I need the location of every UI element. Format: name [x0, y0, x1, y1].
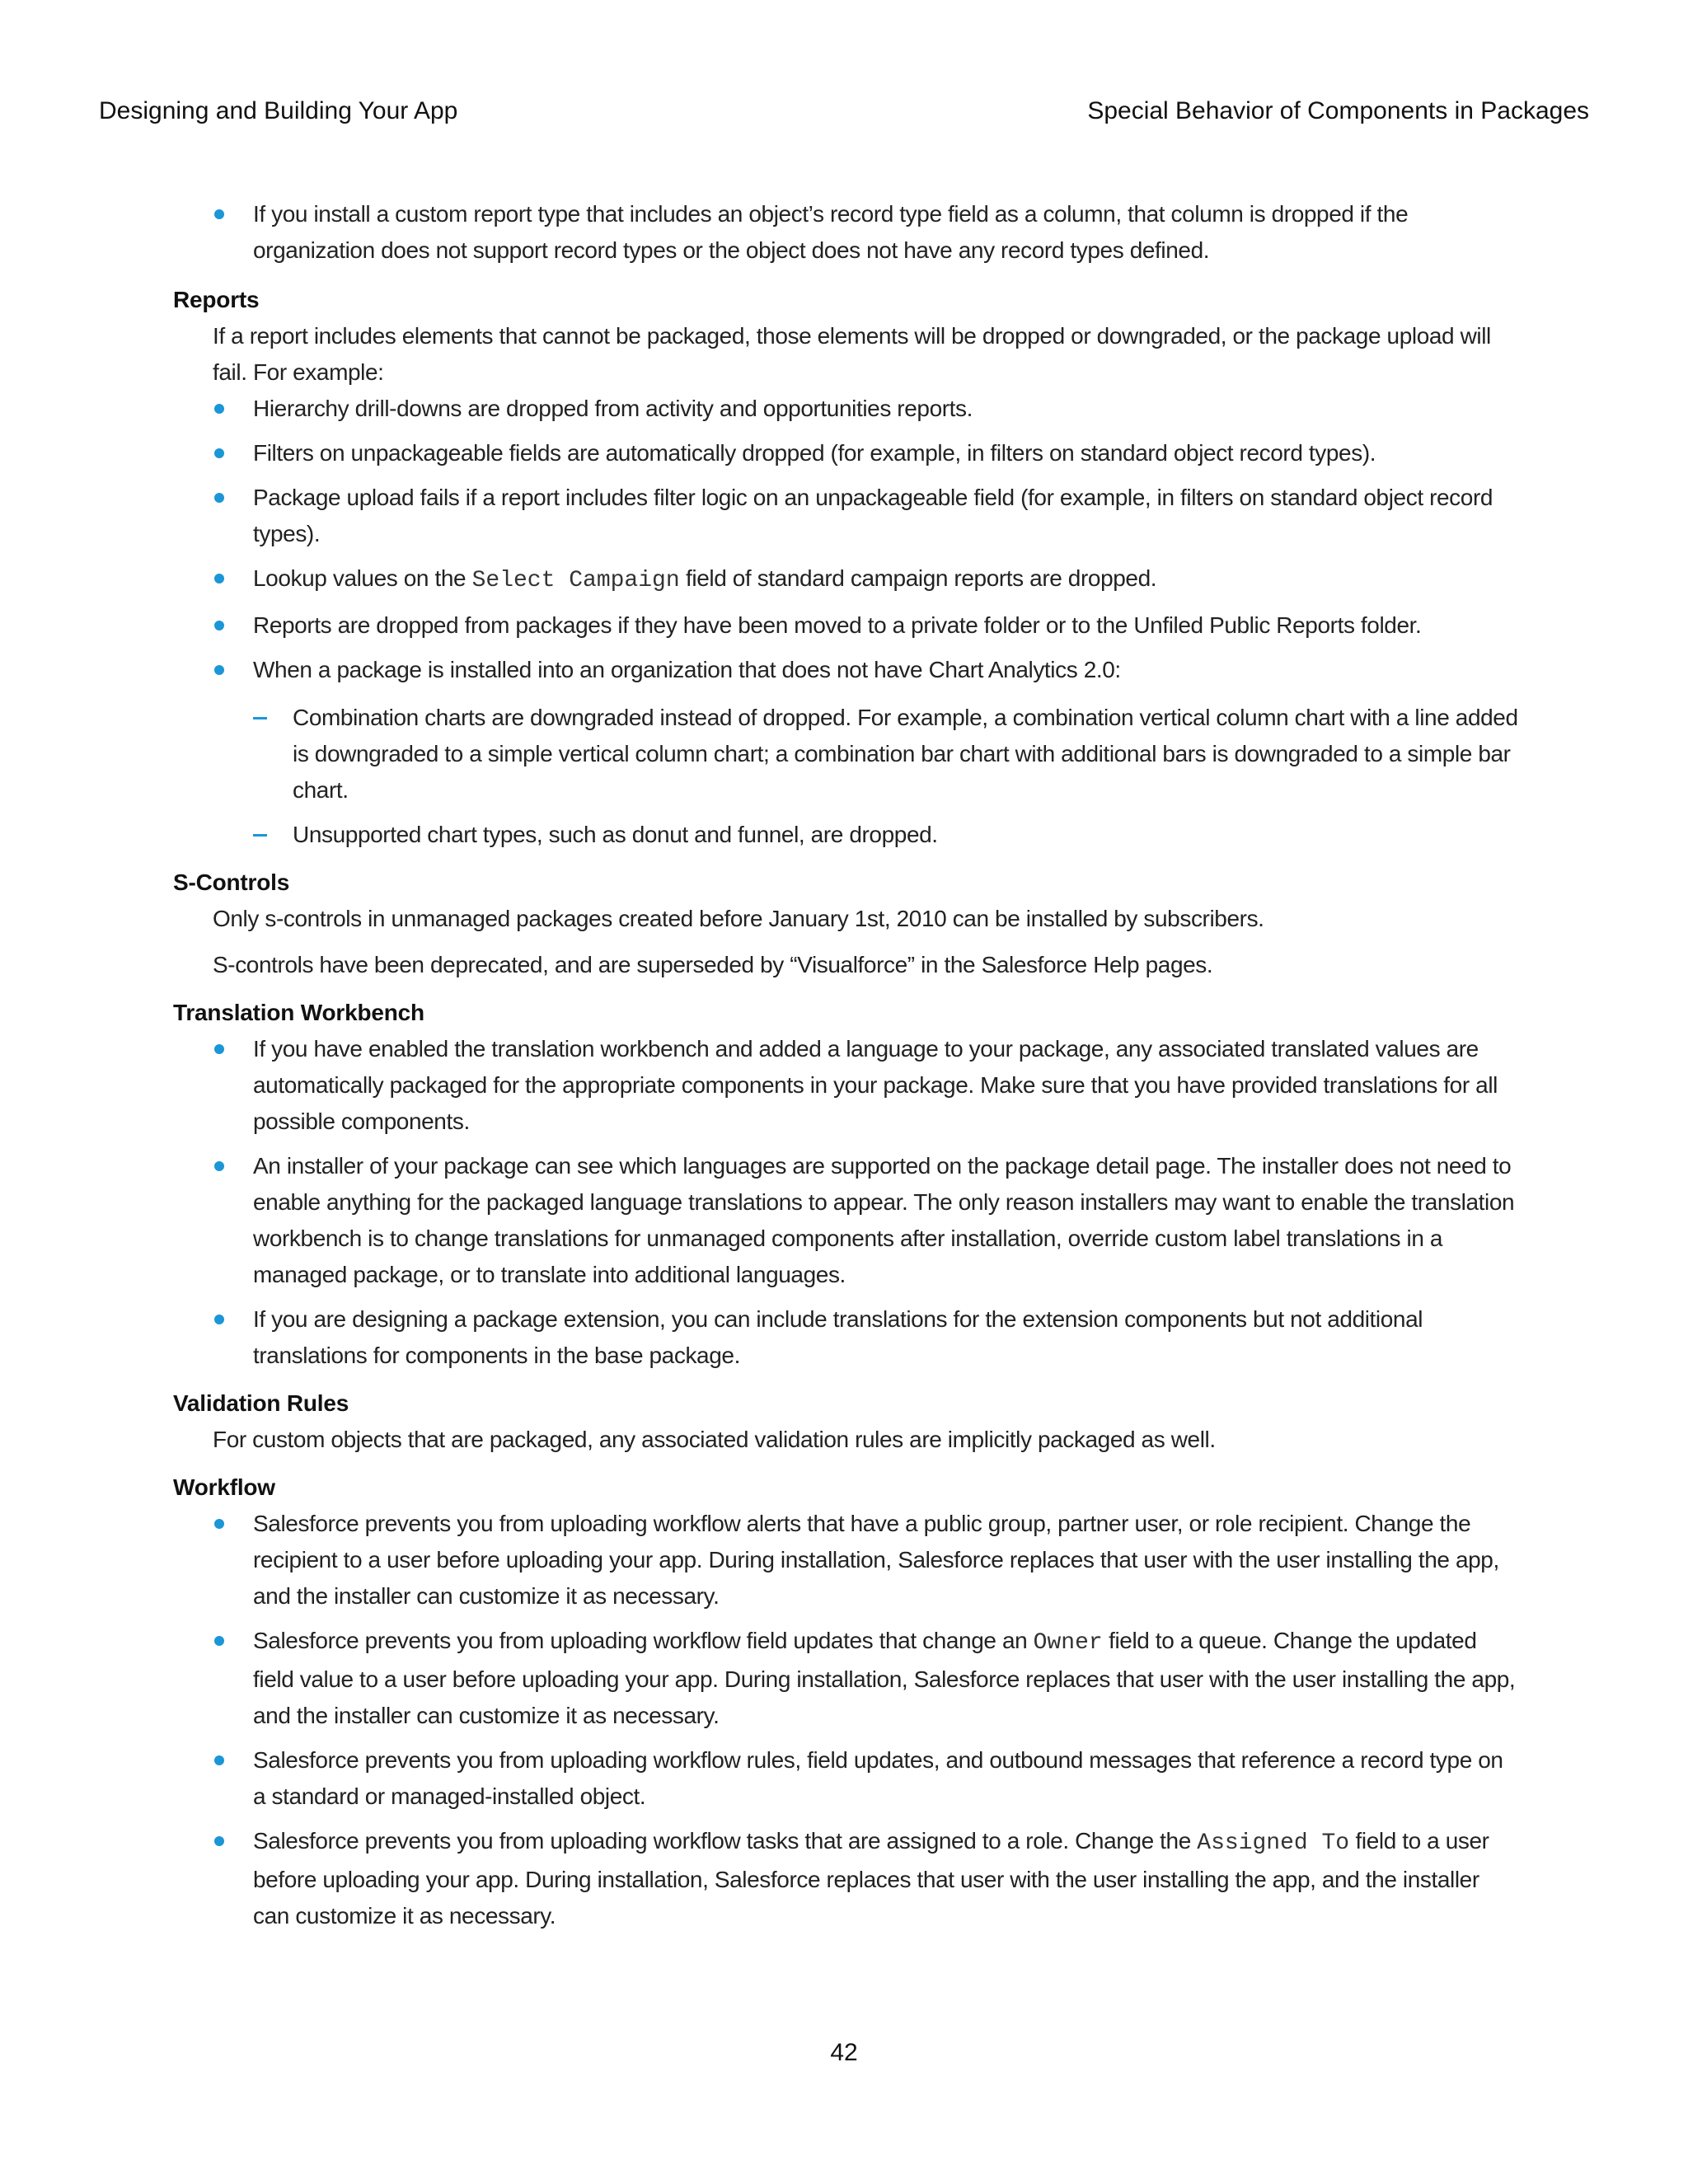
list-item: [173, 1148, 1518, 1293]
dash-icon: [253, 717, 267, 719]
workflow-bullet-list: [173, 1506, 1518, 1934]
page-header: [99, 97, 1589, 130]
list-item-text: Hierarchy drill-downs are dropped from activity and opportunities reports.: [253, 396, 973, 421]
list-item: [173, 391, 1518, 427]
section-heading-s-controls: S-Controls: [173, 869, 290, 895]
list-item-text-post: field of standard campaign reports are dropped.: [679, 565, 1157, 591]
sub-list-item: [253, 817, 1518, 853]
validation-paragraph: For custom objects that are packaged, any associated validation rules are implicitly packaged as well.: [213, 1427, 1216, 1452]
reports-bullet-list: [173, 391, 1518, 853]
page-content: [173, 196, 1518, 1934]
dash-icon: [253, 834, 267, 837]
list-item-text: An installer of your package can see which languages are supported on the package detail page. The installer does not need to enable anything for the packaged language translations to appear. The only reason installers may want to enable the translation workbench is to change translations for unmanaged components after installation, override custom label translations in a managed package, or to translate into additional languages.: [253, 1153, 1515, 1287]
bullet-icon: [214, 665, 224, 675]
sub-list-item-text: Unsupported chart types, such as donut and funnel, are dropped.: [293, 822, 938, 847]
list-item-text: Salesforce prevents you from uploading workflow rules, field updates, and outbound messages that reference a record type on a standard or managed-installed object.: [253, 1747, 1503, 1809]
list-item-text-pre: Salesforce prevents you from uploading workflow field updates that change an: [253, 1628, 1034, 1653]
list-item-text: Package upload fails if a report includes filter logic on an unpackageable field (for example, in filters on standard object record types).: [253, 485, 1493, 546]
list-item: [173, 1823, 1518, 1934]
list-item: [173, 1031, 1518, 1140]
section-heading-reports: Reports: [173, 287, 260, 312]
bullet-icon: [214, 493, 224, 503]
list-item-text-post: field to a queue. Change the updated field value to a user before uploading your app. During installation, Salesforce replaces that user with the user installing the app, and the installer can customize it as necessary.: [253, 1628, 1516, 1728]
header-section-title: Special Behavior of Components in Packages: [1087, 97, 1589, 124]
field-name-code: Owner: [1033, 1630, 1103, 1656]
page-number: 42: [830, 2039, 858, 2066]
list-item-text: When a package is installed into an organization that does not have Chart Analytics 2.0:: [253, 657, 1121, 682]
bullet-icon: [214, 448, 224, 458]
list-item-text: If you install a custom report type that includes an object’s record type field as a column, that column is dropped if the organization does not support record types or the object does not have any record types defined.: [253, 201, 1409, 263]
bullet-icon: [214, 1836, 224, 1846]
list-item: [173, 480, 1518, 552]
list-item: [173, 1301, 1518, 1374]
bullet-icon: [214, 574, 224, 583]
section-heading-workflow: Workflow: [173, 1474, 275, 1500]
bullet-icon: [214, 209, 224, 219]
list-item: [173, 435, 1518, 471]
list-item: [173, 1623, 1518, 1734]
list-item-text: Salesforce prevents you from uploading workflow alerts that have a public group, partner user, or role recipient. Change the recipient to a user before uploading your app. During installation, Salesforce replaces that user with the user installing the app, and the installer can customize it as necessary.: [253, 1511, 1499, 1609]
s-controls-paragraph-1: Only s-controls in unmanaged packages created before January 1st, 2010 can be installed by subscribers.: [213, 906, 1264, 931]
list-item: [173, 607, 1518, 644]
list-item-text-pre: Salesforce prevents you from uploading workflow tasks that are assigned to a role. Change the: [253, 1828, 1198, 1854]
bullet-icon: [214, 1315, 224, 1324]
field-name-code: Select Campaign: [471, 568, 680, 593]
list-item-text: If you have enabled the translation workbench and added a language to your package, any associated translated values are automatically packaged for the appropriate components in your package. Make sure that you have provided translations for all possible components.: [253, 1036, 1498, 1134]
bullet-icon: [214, 404, 224, 414]
bullet-icon: [214, 621, 224, 630]
translation-bullet-list: [173, 1031, 1518, 1374]
bullet-icon: [214, 1044, 224, 1054]
list-item: [173, 560, 1518, 599]
bullet-icon: [214, 1636, 224, 1646]
s-controls-paragraph-2: S-controls have been deprecated, and are superseded by “Visualforce” in the Salesforce Help pages.: [213, 952, 1213, 977]
bullet-icon: [214, 1519, 224, 1529]
list-item-text-post: field to a user before uploading your app. During installation, Salesforce replaces that user with the user installing the app, and the installer can customize it as necessary.: [253, 1828, 1489, 1929]
list-item-text: If you are designing a package extension, you can include translations for the extension components but not additional translations for components in the base package.: [253, 1306, 1423, 1368]
list-item: [173, 1742, 1518, 1815]
list-item-text: Reports are dropped from packages if they have been moved to a private folder or to the Unfiled Public Reports folder.: [253, 612, 1422, 638]
list-item-text: Filters on unpackageable fields are automatically dropped (for example, in filters on standard object record types).: [253, 440, 1376, 466]
section-heading-validation-rules: Validation Rules: [173, 1390, 349, 1416]
intro-bullet-list: [173, 196, 1518, 269]
list-item: [173, 1506, 1518, 1615]
chart-analytics-sublist: [253, 700, 1518, 853]
sub-list-item-text: Combination charts are downgraded instead of dropped. For example, a combination vertical column chart with a line added is downgraded to a simple vertical column chart; a combination bar chart with additional bars is downgraded to a simple bar chart.: [293, 705, 1518, 803]
reports-intro: If a report includes elements that cannot be packaged, those elements will be dropped or downgraded, or the package upload will fail. For example:: [213, 323, 1491, 385]
header-chapter-title: Designing and Building Your App: [99, 97, 458, 124]
list-item: [173, 196, 1518, 269]
bullet-icon: [214, 1161, 224, 1171]
list-item-text-pre: Lookup values on the: [253, 565, 472, 591]
bullet-icon: [214, 1755, 224, 1765]
section-heading-translation-workbench: Translation Workbench: [173, 1000, 424, 1025]
field-name-code: Assigned To: [1197, 1830, 1350, 1856]
sub-list-item: [253, 700, 1518, 808]
list-item: [173, 652, 1518, 853]
